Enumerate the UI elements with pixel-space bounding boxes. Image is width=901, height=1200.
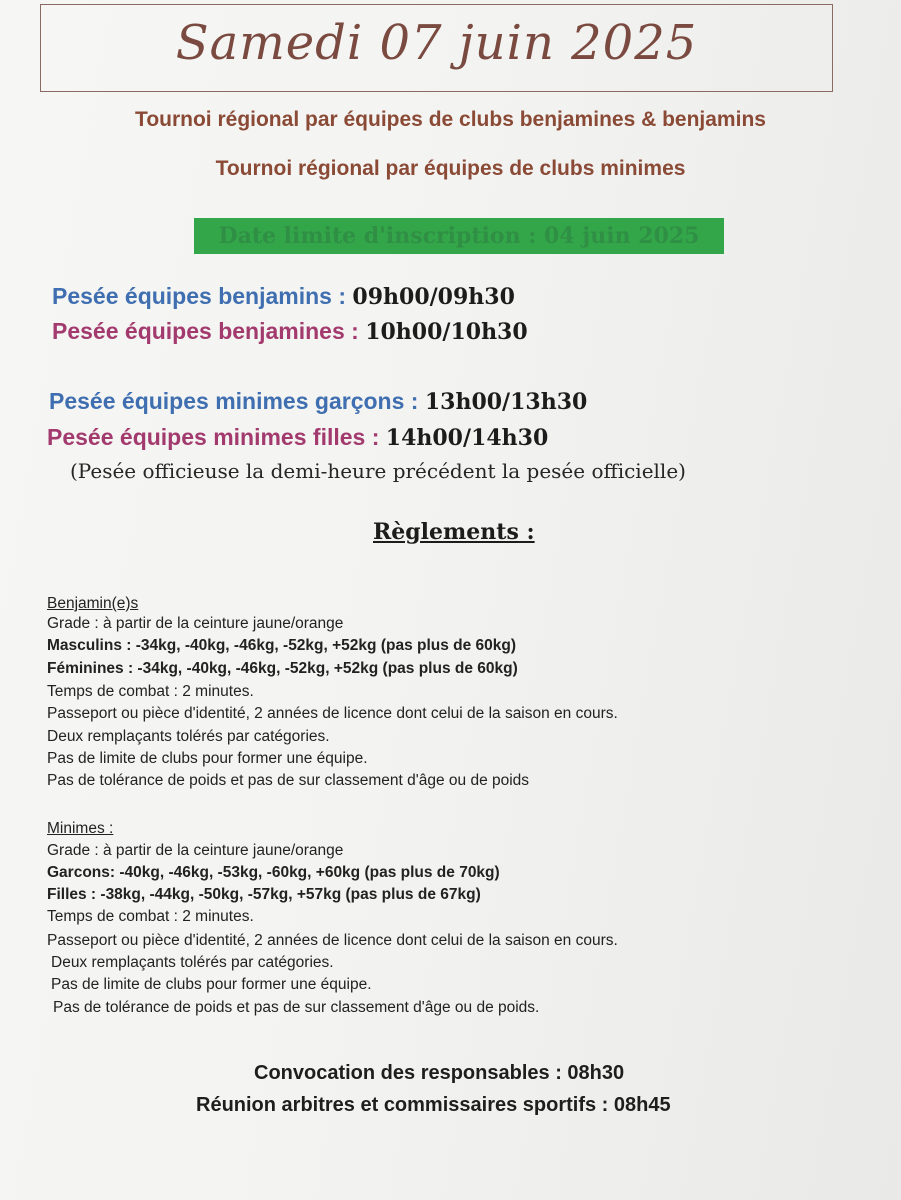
subtitle-benjamins: Tournoi régional par équipes de clubs benjamines & benjamins: [135, 108, 766, 131]
page-title: Samedi 07 juin 2025: [175, 15, 698, 71]
weigh-in-minimes-filles: [47, 424, 548, 451]
minimes-remplacants: Deux remplaçants tolérés par catégories.: [51, 954, 334, 971]
minimes-temps: Temps de combat : 2 minutes.: [47, 908, 254, 925]
benjamins-feminines: Féminines : -34kg, -40kg, -46kg, -52kg, +52kg (pas plus de 60kg): [47, 660, 518, 677]
minimes-heading: Minimes :: [47, 820, 114, 837]
benjamins-limite: Pas de limite de clubs pour former une équipe.: [47, 750, 368, 767]
weigh-in-note: (Pesée officieuse la demi-heure précédent la pesée officielle): [70, 459, 686, 483]
convocation-line: Convocation des responsables : 08h30: [254, 1062, 625, 1084]
minimes-tolerance: Pas de tolérance de poids et pas de sur classement d'âge ou de poids.: [53, 999, 540, 1016]
minimes-grade: Grade : à partir de la ceinture jaune/orange: [47, 842, 344, 859]
weigh-in-label: Pesée équipes benjamins :: [52, 283, 353, 309]
deadline-banner: [194, 218, 724, 254]
benjamins-grade: Grade : à partir de la ceinture jaune/orange: [47, 615, 344, 632]
weigh-in-benjamins: [52, 283, 515, 310]
weigh-in-label: Pesée équipes minimes garçons :: [49, 388, 425, 414]
weigh-in-label: Pesée équipes minimes filles :: [47, 424, 386, 450]
benjamins-temps: Temps de combat : 2 minutes.: [47, 683, 254, 700]
weigh-in-time: 14h00/14h30: [385, 425, 549, 451]
benjamins-remplacants: Deux remplaçants tolérés par catégories.: [47, 728, 330, 745]
deadline-text: Date limite d'inscription : 04 juin 2025: [218, 223, 700, 249]
minimes-passeport: Passeport ou pièce d'identité, 2 années de licence dont celui de la saison en cours.: [47, 932, 618, 949]
weigh-in-time: 13h00/13h30: [424, 389, 588, 415]
benjamins-masculins: Masculins : -34kg, -40kg, -46kg, -52kg, +52kg (pas plus de 60kg): [47, 637, 517, 654]
benjamins-heading: Benjamin(e)s: [47, 595, 139, 612]
weigh-in-time: 10h00/10h30: [365, 319, 528, 345]
weigh-in-minimes-garcons: [49, 388, 587, 415]
weigh-in-time: 09h00/09h30: [352, 284, 515, 310]
subtitle-minimes: Tournoi régional par équipes de clubs minimes: [215, 157, 686, 180]
reunion-line: Réunion arbitres et commissaires sportifs : 08h45: [196, 1094, 671, 1116]
minimes-filles: Filles : -38kg, -44kg, -50kg, -57kg, +57kg (pas plus de 67kg): [47, 886, 481, 903]
minimes-garcons: Garcons: -40kg, -46kg, -53kg, -60kg, +60kg (pas plus de 70kg): [47, 864, 500, 881]
rules-heading: Règlements :: [373, 519, 535, 545]
benjamins-passeport: Passeport ou pièce d'identité, 2 années de licence dont celui de la saison en cours.: [47, 705, 618, 722]
minimes-limite: Pas de limite de clubs pour former une équipe.: [51, 976, 372, 993]
weigh-in-benjamines: [52, 318, 528, 345]
benjamins-tolerance: Pas de tolérance de poids et pas de sur classement d'âge ou de poids: [47, 772, 530, 789]
title-box: [40, 4, 833, 92]
weigh-in-label: Pesée équipes benjamines :: [52, 318, 366, 344]
